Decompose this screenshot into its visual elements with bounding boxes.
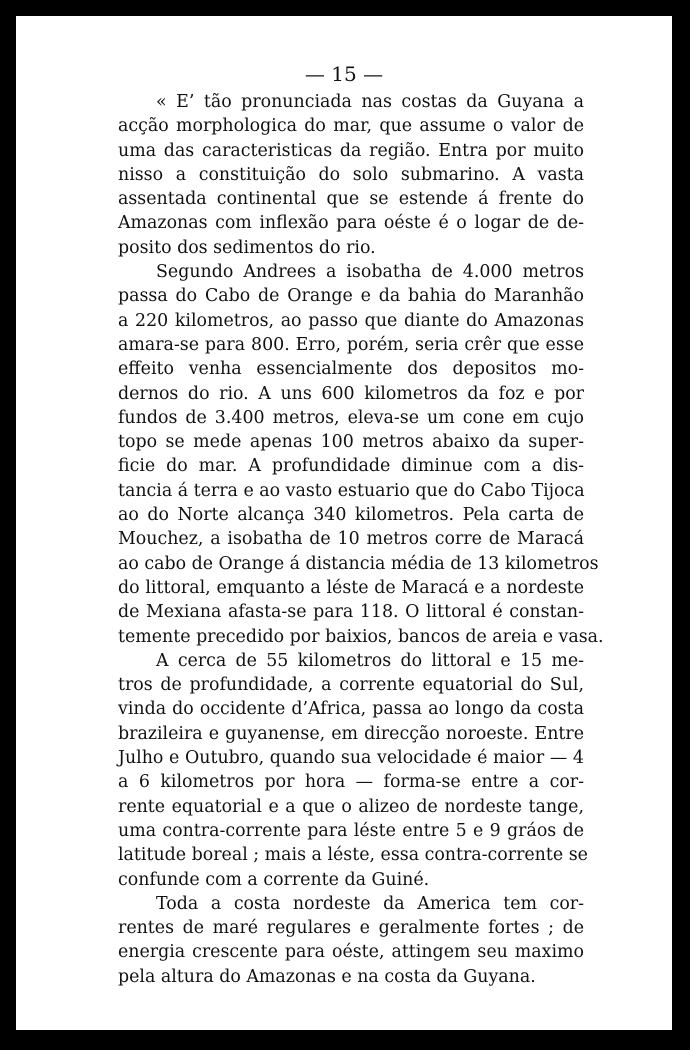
paragraph: [118, 90, 584, 260]
text-line: Amazonas com inflexão para oéste é o logar de de-: [118, 213, 584, 234]
text-line: tros de profundidade, a corrente equatorial do Sul,: [118, 675, 584, 696]
text-line: assentada continental que se estende á frente do: [118, 189, 584, 210]
text-line: Julho e Outubro, quando sua velocidade é maior — 4: [118, 748, 584, 769]
text-line: dernos do rio. A uns 600 kilometros da foz e por: [118, 383, 584, 404]
text-line: vinda do occidente d’Africa, passa ao longo da costa: [118, 699, 584, 720]
text-line: rentes de maré regulares e geralmente fortes ; de: [118, 918, 584, 939]
text-line: uma das caracteristicas da região. Entra por muito: [118, 140, 584, 161]
text-line: Toda a costa nordeste da America tem cor-: [156, 893, 584, 914]
text-line: posito dos sedimentos do rio.: [118, 237, 376, 258]
text-line: pela altura do Amazonas e na costa da Guyana.: [118, 966, 536, 987]
text-line: fundos de 3.400 metros, eleva-se um cone em cujo: [118, 407, 584, 428]
text-body: [118, 90, 604, 989]
text-line: ficie do mar. A profundidade diminue com a dis-: [118, 456, 584, 477]
text-line: topo se mede apenas 100 metros abaixo da super-: [118, 432, 584, 453]
text-line: de Mexiana afasta-se para 118. O littoral é constan-: [118, 602, 584, 623]
text-line: nisso a constituição do solo submarino. A vasta: [118, 164, 584, 185]
text-line: amara-se para 800. Erro, porém, seria crêr que esse: [118, 334, 584, 355]
text-line: brazileira e guyanense, em direcção noroeste. Entre: [118, 723, 584, 744]
text-line: passa do Cabo de Orange e da bahia do Maranhão: [118, 286, 584, 307]
text-line: effeito venha essencialmente dos depositos mo-: [118, 359, 584, 380]
text-line: temente precedido por baixios, bancos de areia e vasa.: [118, 626, 604, 647]
text-line: ao cabo de Orange á distancia média de 13 kilometros: [118, 553, 599, 574]
book-page: [16, 16, 672, 1030]
text-line: confunde com a corrente da Guiné.: [118, 869, 430, 890]
text-line: uma contra-corrente para léste entre 5 e 9 gráos de: [118, 820, 584, 841]
text-line: Segundo Andrees a isobatha de 4.000 metros: [156, 262, 584, 283]
text-line: « E’ tão pronunciada nas costas da Guyana a: [156, 92, 584, 112]
text-line: rente equatorial e a que o alizeo de nordeste tange,: [118, 796, 584, 817]
text-line: a 6 kilometros por hora — forma-se entre a cor-: [118, 772, 584, 793]
page-number: — 15 —: [304, 62, 384, 86]
text-line: latitude boreal ; mais a léste, essa contra-corrente se: [118, 845, 588, 866]
text-line: tancia á terra e ao vasto estuario que do Cabo Tijoca: [118, 480, 585, 501]
paragraph: [118, 892, 584, 989]
text-line: acção morphologica do mar, que assume o valor de: [118, 116, 584, 137]
paragraph: [118, 649, 588, 892]
text-line: energia crescente para oéste, attingem seu maximo: [118, 942, 584, 963]
text-line: Mouchez, a isobatha de 10 metros corre de Maracá: [118, 529, 584, 550]
paragraph: [118, 260, 604, 649]
text-line: do littoral, emquanto a léste de Maracá e a nordeste: [118, 577, 584, 598]
text-line: A cerca de 55 kilometros do littoral e 15 me-: [156, 650, 584, 671]
text-line: a 220 kilometros, ao passo que diante do Amazonas: [118, 310, 584, 331]
text-line: ao do Norte alcança 340 kilometros. Pela carta de: [118, 505, 584, 526]
